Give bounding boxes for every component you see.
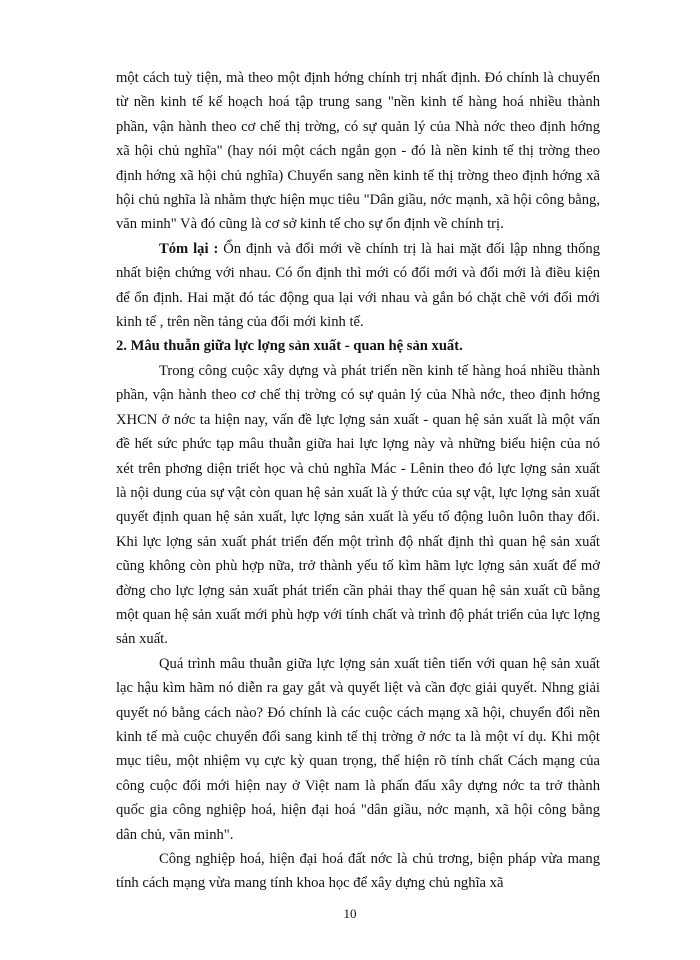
paragraph-industrialization: Công nghiệp hoá, hiện đại hoá đất nớc là chủ trơng, biện pháp vừa mang tính cách mạng vừa mang tính khoa học để xây dựng chủ nghĩa xã — [116, 851, 600, 892]
section-heading: 2. Mâu thuẫn giữa lực lợng sản xuất - quan hệ sản xuất. — [116, 338, 463, 355]
summary-lead: Tóm lại : — [159, 240, 219, 257]
summary-text: Ổn định và đổi mới về chính trị là hai mặt đối lập nhng thống nhất biện chứng với nhau. Có ổn định thì mới có đổi mới và đổi mới là điều kiện để ổn định. Hai mặt đó tác động qua lại với nhau và gắn bó chặt chẽ với đổi mới kinh tế , trên nền tảng của đổi mới kinh tế. — [116, 240, 600, 331]
paragraph-productive-forces: Trong công cuộc xây dựng và phát triển nền kinh tế hàng hoá nhiều thành phần, vận hành theo cơ chế thị trờng có sự quản lý của Nhà nớc, theo định hớng XHCN ở nớc ta hiện nay, vấn đề lực lợng sản xuất - quan hệ sản xuất là một vấn đề hết sức phức tạp mâu thuẫn giữa hai lực lợng này và những biểu hiện của nó xét trên phơng diện triết học và chủ nghĩa Mác - Lênin theo đó lực lợng sản xuất là nội dung của sự vật còn quan hệ sản xuất là ý thức của sự vật, lực lợng sản xuất quyết định quan hệ sản xuất, lực lợng sản xuất là yếu tố động luôn luôn thay đổi. Khi lực lợng sản xuất phát triển đến một trình độ nhất định thì quan hệ sản xuất cũng không còn phù hợp nữa, trở thành yếu tố kìm hãm lực lợng sản xuất để mở đờng cho lực lợng sản xuất phát triển cần phải thay thế quan hệ sản xuất cũ bằng một quan hệ sản xuất mới phù hợp với tính chất và trình độ phát triển của lực lợng sản xuất. — [116, 362, 600, 648]
paragraph-summary — [116, 237, 600, 335]
page-number: 10 — [343, 906, 357, 921]
paragraph-contradiction: Quá trình mâu thuẫn giữa lực lợng sản xuất tiên tiến với quan hệ sản xuất lạc hậu kìm hãm nó diễn ra gay gắt và quyết liệt và cần đợc giải quyết. Nhng giải quyết nó bằng cách nào? Đó chính là các cuộc cách mạng xã hội, chuyển đổi nền kinh tế mà cuộc chuyển đổi sang kinh tế thị trờng ở nớc ta là một ví dụ. Khi một mục tiêu, một nhiệm vụ cực kỳ quan trọng, thể hiện rõ tính chất Cách mạng của công cuộc đổi mới hiện nay ở Việt nam là phấn đấu xây dựng nớc ta trở thành quốc gia công nghiệp hoá, hiện đại hoá "dân giầu, nớc mạnh, xã hội công bằng dân chủ, văn minh". — [116, 655, 600, 843]
page-body — [116, 66, 600, 896]
paragraph-continuation: một cách tuỳ tiện, mà theo một định hớng chính trị nhất định. Đó chính là chuyển từ nền kinh tế kế hoạch hoá tập trung sang "nền kinh tế hàng hoá nhiều thành phần, vận hành theo cơ chế thị trờng, có sự quản lý của Nhà nớc theo định hớng xã hội chủ nghĩa" (hay nói một cách ngắn gọn - đó là nền kinh tế thị trờng theo định hớng xã hội chủ nghĩa) Chuyển sang nền kinh tế thị trờng theo định hớng xã hội chủ nghĩa là nhằm thực hiện mục tiêu "Dân giầu, nớc mạnh, xã hội công bằng, văn minh" Và đó cũng là cơ sở kinh tế cho sự ổn định về chính trị. — [116, 70, 600, 233]
